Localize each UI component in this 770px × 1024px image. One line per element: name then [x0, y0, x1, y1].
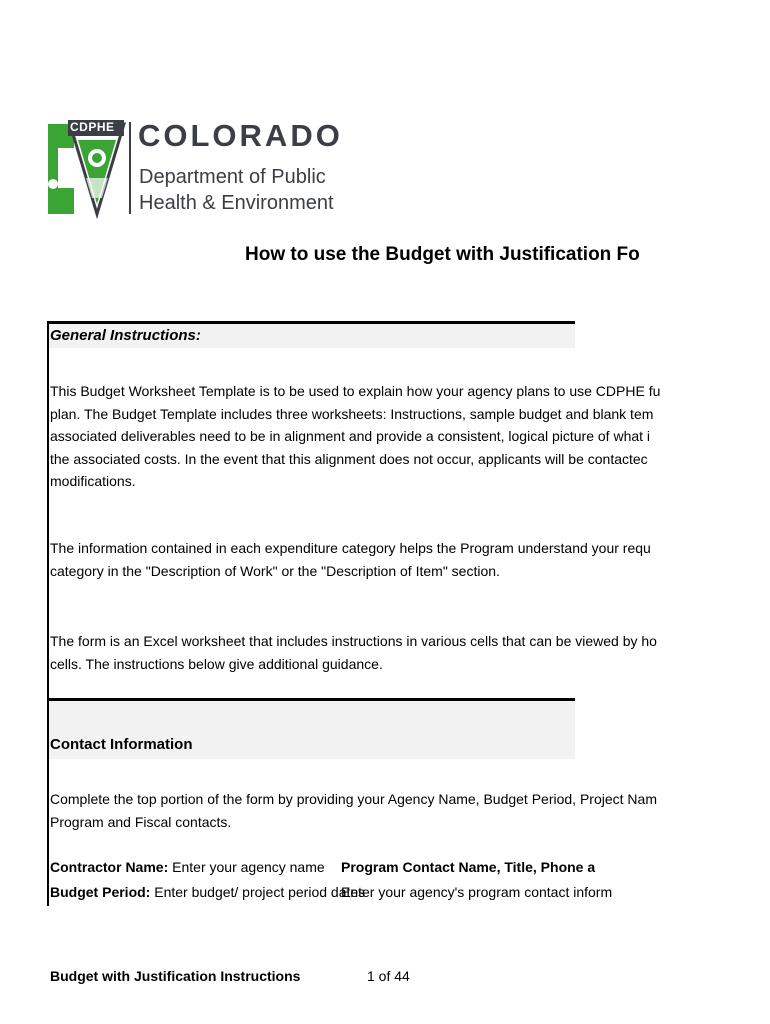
budget-period-value: Enter budget/ project period dates	[150, 884, 366, 900]
text-line: category in the "Description of Work" or the "Description of Item" section.	[50, 562, 500, 579]
logo-badge-text: CDPHE	[70, 120, 115, 134]
budget-period-label: Budget Period:	[50, 884, 151, 900]
left-border-rule	[47, 321, 49, 701]
general-paragraph-1	[50, 380, 661, 493]
contractor-name-row	[50, 859, 596, 875]
text-line: The information contained in each expenditure category helps the Program understand your requ	[50, 540, 651, 556]
left-border-rule-lower	[47, 698, 49, 906]
footer-document-name: Budget with Justification Instructions	[50, 968, 301, 984]
document-title: How to use the Budget with Justification Fo	[245, 244, 640, 265]
text-line: Complete the top portion of the form by providing your Agency Name, Budget Period, Project Nam	[50, 791, 657, 807]
logo-dept-line2: Health & Environment	[139, 192, 334, 214]
program-contact-value: Enter your agency's program contact inform	[341, 884, 613, 900]
contact-information-heading: Contact Information	[50, 736, 193, 753]
text-line: the associated costs. In the event that this alignment does not occur, applicants will be contactec	[50, 450, 648, 467]
contractor-name-label: Contractor Name:	[50, 859, 169, 875]
contact-paragraph	[50, 788, 657, 833]
text-line: cells. The instructions below give additional guidance.	[50, 655, 383, 672]
general-instructions-heading	[50, 327, 201, 344]
contractor-name-value: Enter your agency name	[168, 859, 325, 875]
program-contact-label: Program Contact Name, Title, Phone a	[341, 859, 596, 875]
general-paragraph-2	[50, 537, 651, 582]
logo-department-name	[139, 164, 334, 216]
text-line: Program and Fiscal contacts.	[50, 813, 232, 830]
budget-period-row	[50, 884, 613, 900]
general-instructions-heading-text: General Instructions:	[50, 327, 201, 344]
text-line: This Budget Worksheet Template is to be used to explain how your agency plans to use CDPHE fu	[50, 383, 661, 399]
logo-divider	[129, 122, 131, 214]
general-paragraph-3	[50, 630, 657, 675]
footer-page-number: 1 of 44	[367, 968, 410, 984]
text-line: modifications.	[50, 473, 136, 489]
logo-wordmark: COLORADO	[138, 118, 343, 153]
logo-dept-line1: Department of Public	[139, 166, 326, 188]
text-line: associated deliverables need to be in alignment and provide a consistent, logical picture of what i	[50, 428, 651, 444]
text-line: The form is an Excel worksheet that includes instructions in various cells that can be viewed by ho	[50, 633, 657, 649]
text-line: plan. The Budget Template includes three worksheets: Instructions, sample budget and blank tem	[50, 405, 654, 422]
